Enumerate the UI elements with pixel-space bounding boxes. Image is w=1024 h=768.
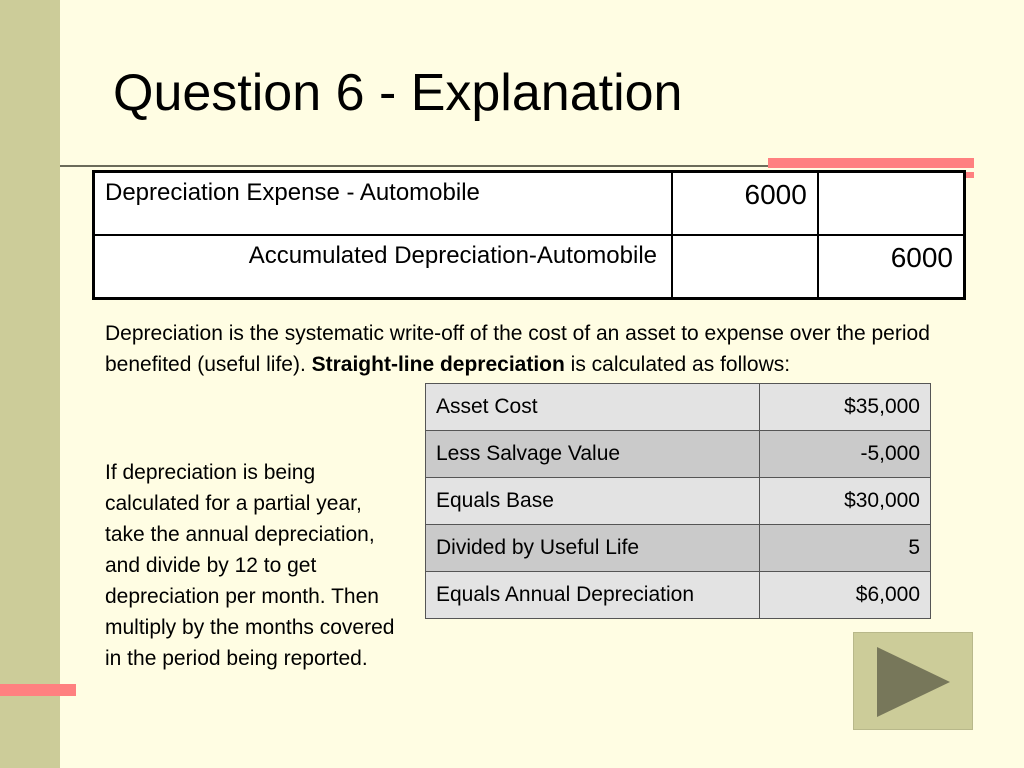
journal-debit bbox=[672, 235, 818, 299]
definition-bold-term: Straight-line depreciation bbox=[311, 353, 565, 376]
table-row bbox=[426, 431, 931, 478]
journal-account: Depreciation Expense - Automobile bbox=[94, 172, 673, 236]
slide-title: Question 6 - Explanation bbox=[113, 64, 683, 122]
definition-text: Depreciation is the systematic write-off of the cost of an asset to expense over the period benefited (useful life). bbox=[105, 322, 930, 376]
calc-value: -5,000 bbox=[760, 431, 931, 478]
calc-value: $6,000 bbox=[760, 572, 931, 619]
next-slide-button[interactable] bbox=[853, 632, 973, 730]
definition-text-end: is calculated as follows: bbox=[564, 353, 791, 376]
title-accent-stripe bbox=[768, 158, 974, 168]
depreciation-definition bbox=[105, 318, 945, 380]
journal-credit bbox=[818, 172, 965, 236]
calc-label: Less Salvage Value bbox=[426, 431, 760, 478]
journal-row bbox=[94, 172, 965, 236]
partial-year-note: If depreciation is being calculated for a partial year, take the annual depreciation, and divide by 12 to get depreciation per month. Then multiply by the months covered in the period being reported. bbox=[105, 461, 395, 670]
journal-row bbox=[94, 235, 965, 299]
calc-value: $30,000 bbox=[760, 478, 931, 525]
calc-label: Equals Annual Depreciation bbox=[426, 572, 760, 619]
journal-account: Accumulated Depreciation-Automobile bbox=[94, 235, 673, 299]
table-row bbox=[426, 478, 931, 525]
journal-entry-table bbox=[92, 170, 966, 300]
left-sidebar-bar bbox=[0, 0, 60, 768]
calc-label: Divided by Useful Life bbox=[426, 525, 760, 572]
table-row bbox=[426, 525, 931, 572]
journal-debit: 6000 bbox=[672, 172, 818, 236]
play-triangle-icon bbox=[854, 633, 972, 729]
table-row bbox=[426, 572, 931, 619]
calc-label: Equals Base bbox=[426, 478, 760, 525]
depreciation-calculation-table bbox=[425, 383, 931, 619]
calc-value: $35,000 bbox=[760, 384, 931, 431]
journal-credit: 6000 bbox=[818, 235, 965, 299]
table-row bbox=[426, 384, 931, 431]
sidebar-accent-stripe bbox=[0, 684, 76, 696]
calc-label: Asset Cost bbox=[426, 384, 760, 431]
calc-value: 5 bbox=[760, 525, 931, 572]
